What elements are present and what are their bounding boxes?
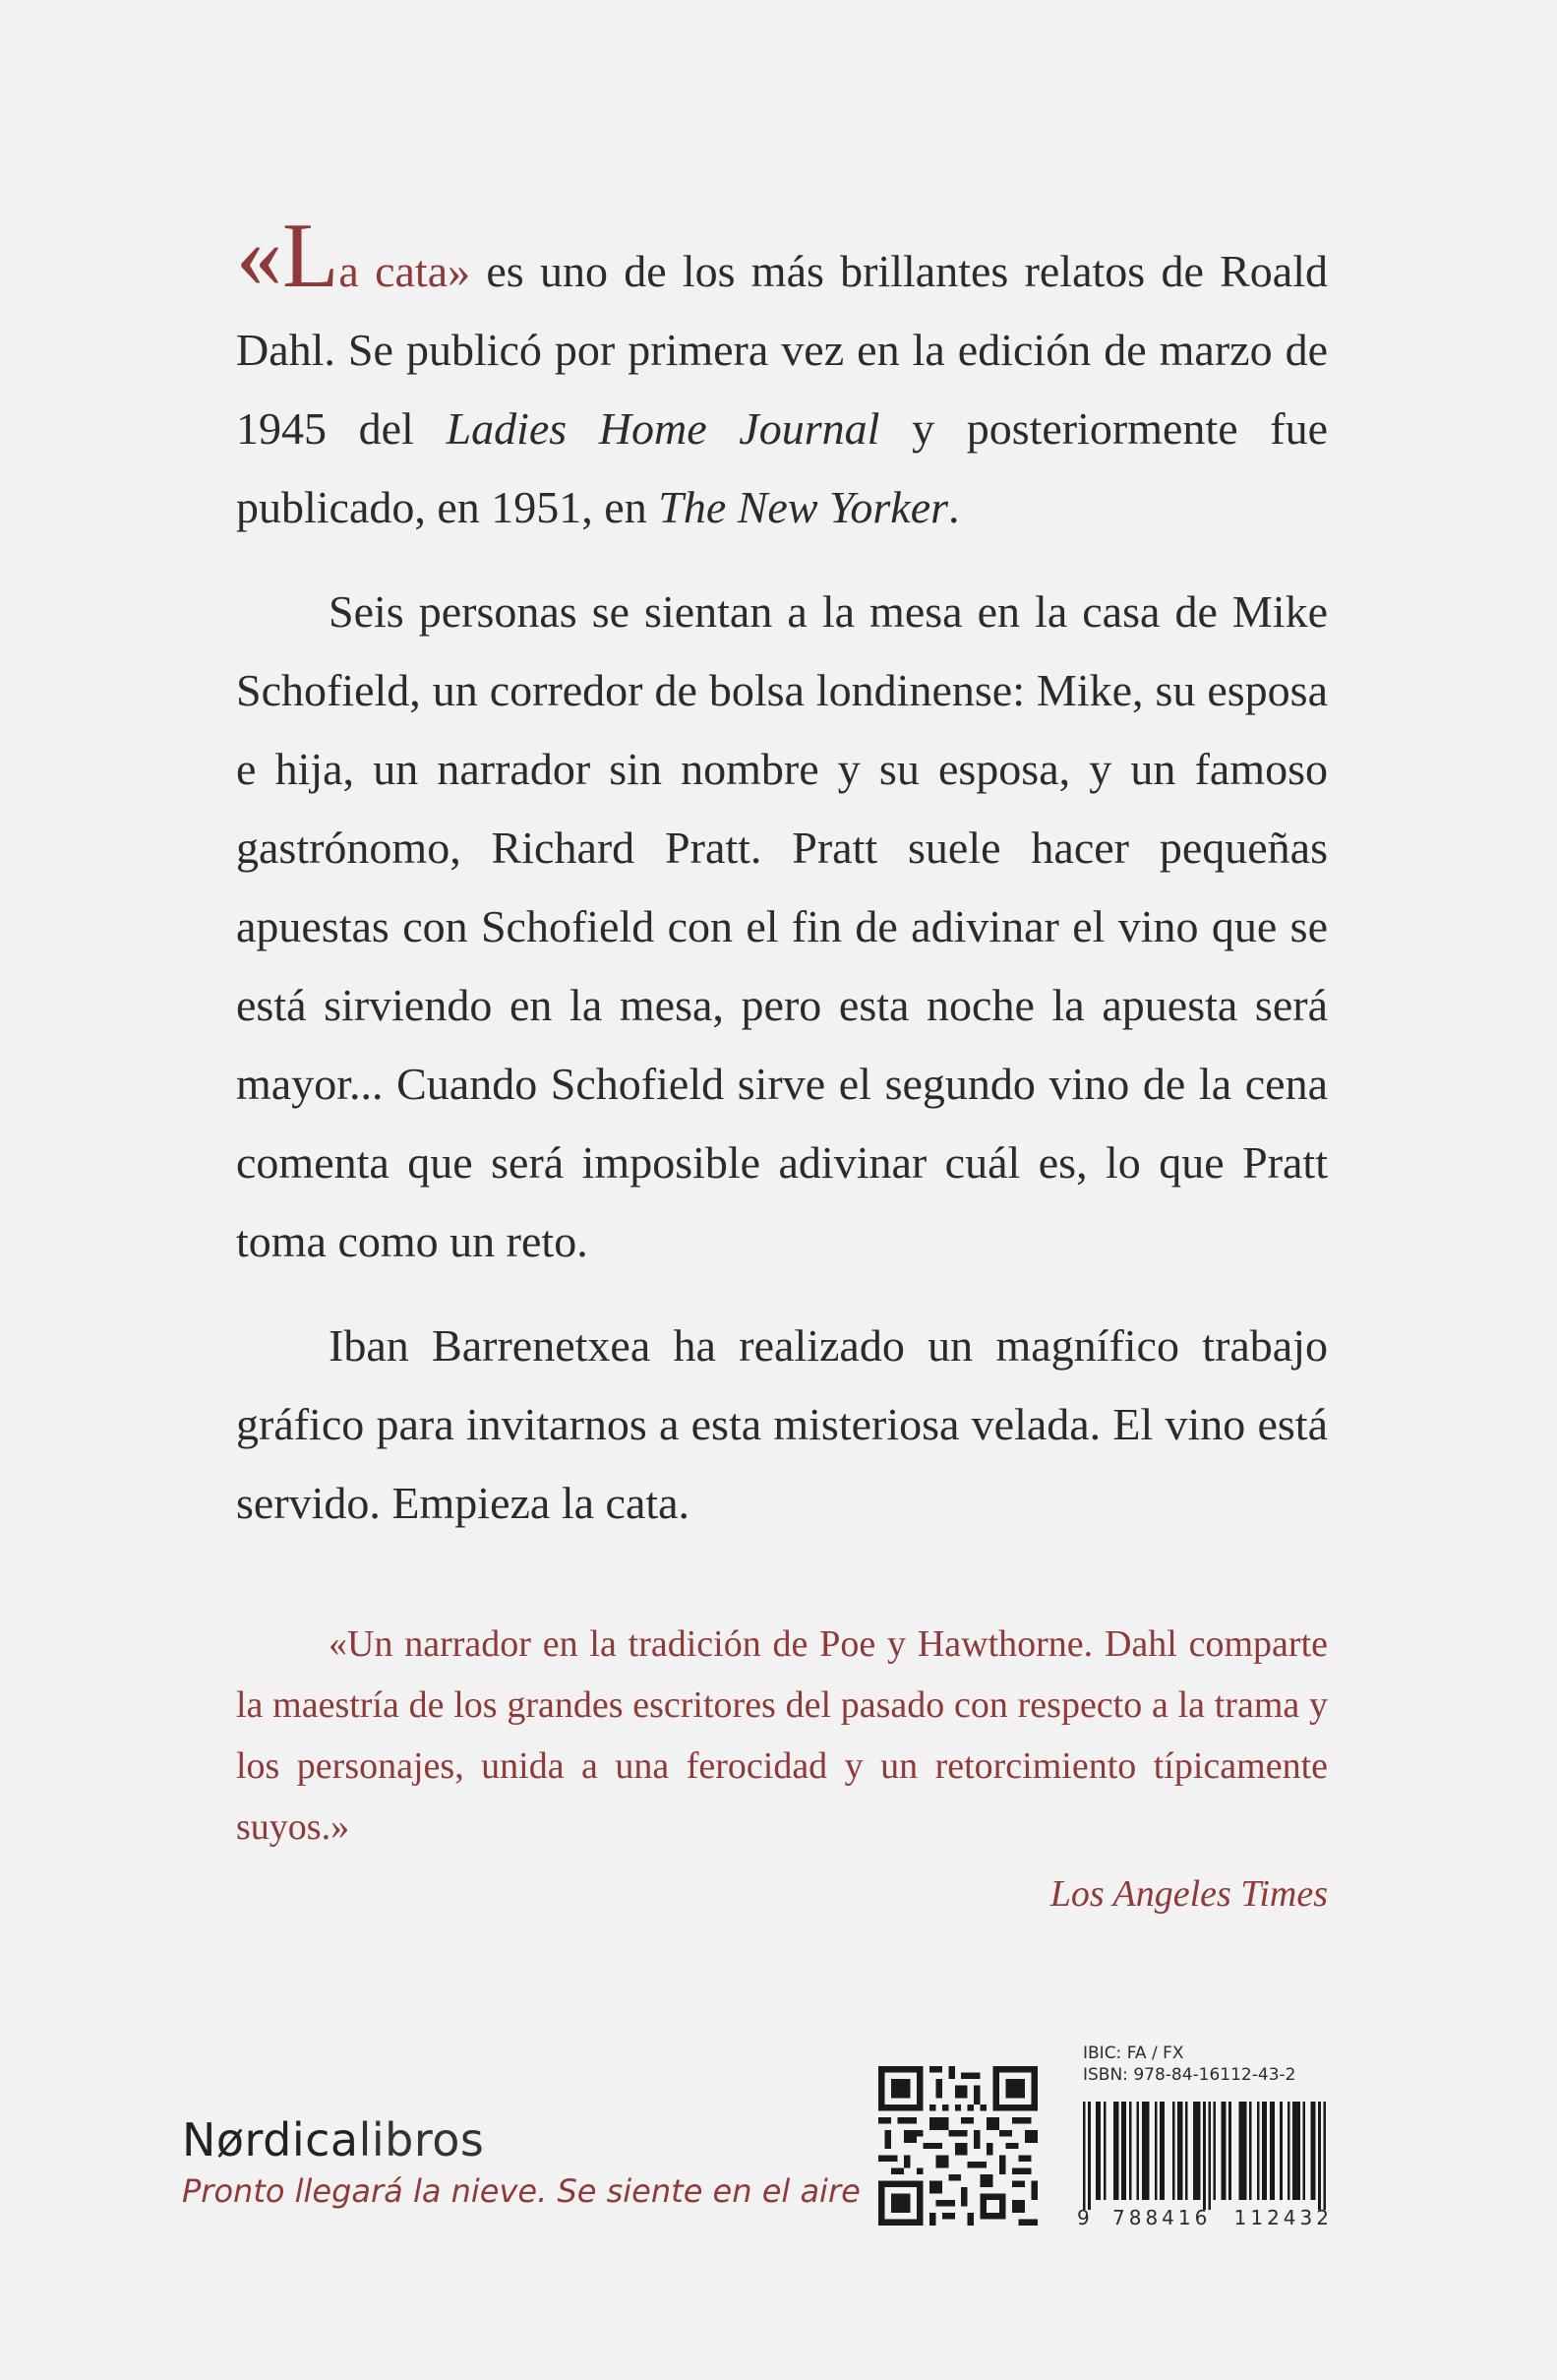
- intro-text-3: .: [948, 482, 960, 532]
- ibic-code: IBIC: FA / FX: [1083, 2044, 1184, 2063]
- publisher-name-part-2: libros: [358, 2113, 485, 2166]
- review-quote-source: Los Angeles Times: [1049, 1873, 1328, 1915]
- barcode-digits-right: 112432: [1233, 2206, 1333, 2229]
- plot-paragraph: Seis personas se sientan a la mesa en la casa de Mike Schofield, un corredor de bolsa londinense: Mike, su esposa e hija, un narrador sin nombre y su esposa, y un famoso gastrónomo, Richard Pratt. Pratt suele hacer pequeñas apuestas con Schofield con el fin de adivinar el vino que se está sirviendo en la mesa, pero esta noche la apuesta será mayor... Cuando Schofield sirve el segundo vino de la cena comenta que será imposible adivinar cuál es, lo que Pratt toma como un reto.: [236, 586, 1328, 1266]
- publication-new-yorker: The New Yorker: [658, 482, 949, 532]
- review-quote: [236, 1614, 1328, 1924]
- illustrator-paragraph: Iban Barrenetxea ha realizado un magnífico trabajo gráfico para invitarnos a esta misteriosa velada. El vino está servido. Empieza la cata.: [236, 1320, 1328, 1528]
- intro-paragraph: [236, 205, 1328, 547]
- publisher-logo: [182, 2113, 861, 2166]
- review-quote-text: «Un narrador en la tradición de Poe y Hawthorne. Dahl comparte la maestría de los grandes escritores del pasado con respecto a la trama y los personajes, unida a una ferocidad y un retorcimiento típicamente suyos.»: [236, 1623, 1328, 1848]
- barcode-digits-left: 788416: [1112, 2206, 1212, 2229]
- open-quote: «: [236, 205, 282, 307]
- publisher-block: [182, 2113, 861, 2210]
- qr-code-icon: [878, 2066, 1038, 2226]
- isbn-barcode: [1077, 2043, 1333, 2239]
- close-quote: »: [448, 246, 471, 296]
- barcode-digits: [1077, 2206, 1333, 2229]
- publisher-tagline: Pronto llegará la nieve. Se siente en el aire: [182, 2172, 861, 2210]
- publication-ladies-home-journal: Ladies Home Journal: [446, 403, 880, 454]
- drop-letter: L: [282, 205, 339, 307]
- intro-text-2: y posteriormente fue publicado, en 1951, en: [236, 403, 1328, 532]
- story-title: a cata: [338, 246, 449, 296]
- publisher-name-part-1: Nørdica: [182, 2113, 359, 2166]
- barcode-icon: [1083, 2102, 1329, 2210]
- isbn-number: ISBN: 978-84-16112-43-2: [1083, 2065, 1296, 2085]
- synopsis: [236, 205, 1328, 1568]
- intro-text-1: es uno de los más brillantes relatos de Roald Dahl. Se publicó por primera vez en la edición de marzo de 1945 del: [236, 246, 1328, 454]
- barcode-digit-lead: 9: [1077, 2206, 1090, 2229]
